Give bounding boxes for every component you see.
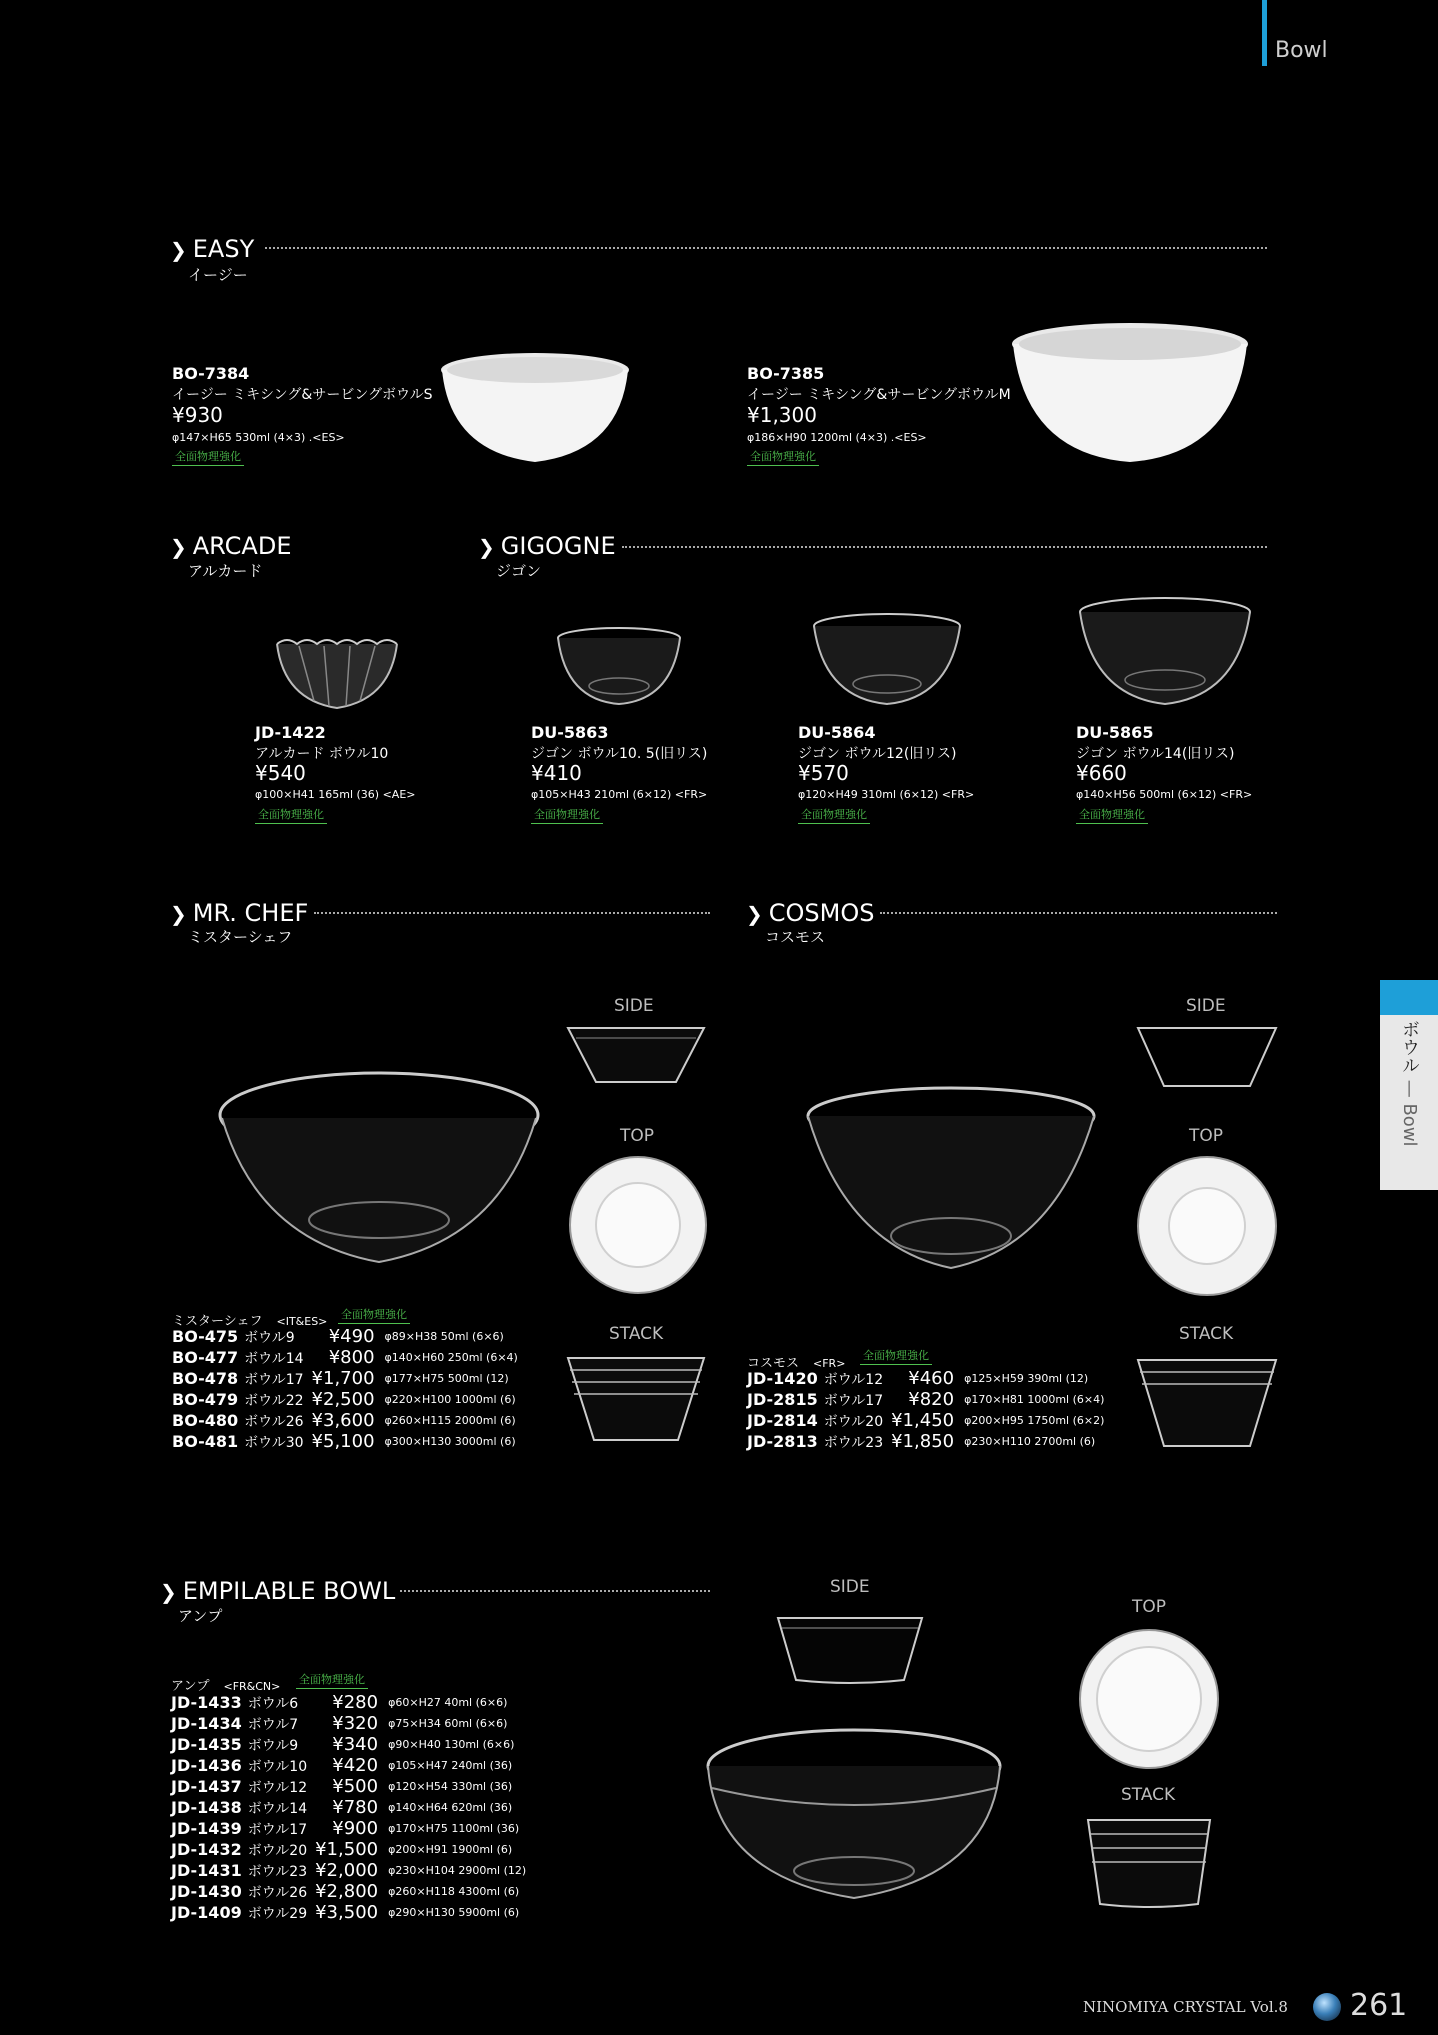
product-spec: φ75×H34 60ml (6×6) (388, 1717, 508, 1730)
view-label-side: SIDE (614, 996, 654, 1016)
section-title-text: MR. CHEF (192, 899, 309, 927)
chevron-right-icon: ❯ (170, 535, 187, 559)
view-label-side: SIDE (830, 1577, 870, 1597)
table-row[interactable] (171, 1755, 532, 1776)
product-price: ¥800 (328, 1347, 375, 1368)
product-code: DU-5863 (531, 723, 609, 742)
product-name: ボウル20 (823, 1413, 884, 1430)
table-row[interactable] (747, 1431, 1110, 1452)
product-code: JD-1439 (171, 1819, 242, 1838)
tempered-badge: 全面物理強化 (798, 806, 870, 824)
mrchef-stack-view-image (566, 1352, 706, 1444)
product-spec: φ186×H90 1200ml (4×3) .<ES> (747, 431, 927, 444)
product-code: JD-1431 (171, 1861, 242, 1880)
product-name: ボウル30 (244, 1434, 304, 1451)
product-name: ジゴン ボウル14(旧リス) (1076, 746, 1235, 762)
product-code: JD-2813 (747, 1432, 818, 1451)
product-code: JD-2815 (747, 1390, 818, 1409)
section-sub-gigogne: ジゴン (496, 562, 542, 580)
product-name: ボウル9 (247, 1737, 299, 1754)
section-title-gigogne (478, 532, 616, 560)
product-spec: φ290×H130 5900ml (6) (388, 1906, 520, 1919)
white-bowl-m-image (1011, 322, 1249, 464)
product-price: ¥1,450 (891, 1410, 955, 1431)
product-code: BO-481 (172, 1432, 239, 1451)
product-price: ¥1,300 (747, 403, 817, 427)
product-spec: φ89×H38 50ml (6×6) (384, 1330, 504, 1343)
product-spec: φ260×H115 2000ml (6) (384, 1414, 516, 1427)
product-code: JD-1437 (171, 1777, 242, 1796)
tempered-badge: 全面物理強化 (747, 448, 819, 466)
header-accent-bar (1262, 0, 1267, 66)
side-tab-jp: ボウル (1399, 1020, 1420, 1074)
product-price: ¥820 (908, 1389, 955, 1410)
gigogne-bowl-12-image (812, 612, 962, 706)
product-name: ボウル17 (244, 1371, 304, 1388)
empilable-bowl-image (706, 1726, 1002, 1902)
product-spec: φ220×H100 1000ml (6) (384, 1393, 516, 1406)
chevron-right-icon: ❯ (170, 902, 187, 926)
cosmos-stack-view-image (1136, 1356, 1278, 1450)
view-label-top: TOP (1132, 1597, 1167, 1617)
section-title-easy (170, 235, 254, 263)
group-origin: <FR&CN> (223, 1680, 281, 1693)
table-row[interactable] (172, 1410, 524, 1431)
product-price: ¥930 (172, 403, 223, 427)
side-tab-accent (1380, 980, 1438, 1015)
empilable-side-view-image (776, 1614, 924, 1686)
product-name: イージー ミキシング&サービングボウルS (172, 387, 433, 403)
table-row[interactable] (172, 1347, 524, 1368)
table-row[interactable] (171, 1860, 532, 1881)
tempered-badge: 全面物理強化 (860, 1347, 932, 1365)
product-price: ¥500 (332, 1776, 379, 1797)
product-price: ¥900 (332, 1818, 379, 1839)
product-name: ボウル10 (247, 1758, 308, 1775)
mrchef-top-view-image (568, 1155, 708, 1295)
product-code: JD-1420 (747, 1369, 818, 1388)
view-label-top: TOP (620, 1126, 655, 1146)
product-code: JD-1434 (171, 1714, 242, 1733)
tempered-badge: 全面物理強化 (338, 1306, 410, 1324)
product-price: ¥2,500 (311, 1389, 375, 1410)
product-price: ¥490 (328, 1326, 375, 1347)
product-spec: φ140×H64 620ml (36) (388, 1801, 513, 1814)
product-name: ボウル14 (244, 1350, 304, 1367)
group-origin: <FR> (813, 1357, 846, 1370)
section-divider (400, 1590, 710, 1592)
white-bowl-s-image (440, 352, 630, 464)
table-row[interactable] (171, 1839, 532, 1860)
product-spec: φ230×H104 2900ml (12) (388, 1864, 527, 1877)
product-spec: φ90×H40 130ml (6×6) (388, 1738, 515, 1751)
product-price: ¥3,500 (315, 1902, 379, 1923)
product-code: BO-479 (172, 1390, 239, 1409)
cosmos-side-view-image (1136, 1024, 1278, 1090)
table-row[interactable] (172, 1389, 524, 1410)
tempered-badge: 全面物理強化 (531, 806, 603, 824)
product-spec: φ120×H49 310ml (6×12) <FR> (798, 788, 975, 801)
section-sub-arcade: アルカード (188, 562, 263, 580)
table-row[interactable] (171, 1881, 532, 1902)
product-name: ボウル23 (247, 1863, 308, 1880)
table-row[interactable] (171, 1734, 532, 1755)
group-name: アンプ (171, 1679, 210, 1694)
product-name: ボウル29 (247, 1905, 308, 1922)
product-name: ボウル26 (247, 1884, 308, 1901)
view-label-stack: STACK (1121, 1785, 1176, 1805)
product-spec: φ105×H47 240ml (36) (388, 1759, 513, 1772)
product-price: ¥460 (908, 1368, 955, 1389)
product-spec: φ60×H27 40ml (6×6) (388, 1696, 508, 1709)
cosmos-top-view-image (1136, 1155, 1278, 1297)
product-spec: φ300×H130 3000ml (6) (384, 1435, 516, 1448)
product-name: ボウル20 (247, 1842, 308, 1859)
empilable-top-view-image (1078, 1628, 1220, 1770)
product-code: DU-5864 (798, 723, 876, 742)
product-price: ¥5,100 (311, 1431, 375, 1452)
price-table-mrchef (172, 1326, 524, 1452)
chevron-right-icon: ❯ (170, 238, 187, 262)
product-code: JD-1436 (171, 1756, 242, 1775)
view-label-top: TOP (1189, 1126, 1224, 1146)
section-sub-cosmos: コスモス (765, 928, 826, 946)
section-title-text: EASY (192, 235, 255, 263)
product-name: ボウル6 (247, 1695, 299, 1712)
product-code: JD-1432 (171, 1840, 242, 1859)
table-row[interactable] (172, 1431, 524, 1452)
product-price: ¥780 (332, 1797, 379, 1818)
table-row[interactable] (747, 1368, 1110, 1389)
table-row[interactable] (171, 1776, 532, 1797)
product-spec: φ140×H56 500ml (6×12) <FR> (1076, 788, 1253, 801)
product-code: JD-1422 (255, 723, 326, 742)
product-spec: φ230×H110 2700ml (6) (964, 1435, 1096, 1448)
product-spec: φ147×H65 530ml (4×3) .<ES> (172, 431, 345, 444)
side-tab-en: Bowl (1399, 1103, 1420, 1147)
section-divider (265, 247, 1267, 249)
product-code: BO-7385 (747, 364, 825, 383)
section-title-text: ARCADE (192, 532, 292, 560)
section-title-text: COSMOS (768, 899, 875, 927)
product-name: イージー ミキシング&サービングボウルM (747, 387, 1011, 403)
table-row[interactable] (172, 1326, 524, 1347)
product-spec: φ105×H43 210ml (6×12) <FR> (531, 788, 708, 801)
group-name: ミスターシェフ (172, 1314, 263, 1329)
section-title-mrchef (170, 899, 308, 927)
globe-icon (1313, 1993, 1341, 2021)
product-name: ボウル14 (247, 1800, 308, 1817)
product-price: ¥1,500 (315, 1839, 379, 1860)
product-name: ボウル9 (244, 1329, 295, 1346)
footer-brand: NINOMIYA CRYSTAL Vol.8 (1083, 1998, 1288, 2016)
product-price: ¥1,850 (891, 1431, 955, 1452)
product-name: ボウル22 (244, 1392, 304, 1409)
product-code: JD-1409 (171, 1903, 242, 1922)
product-spec: φ260×H118 4300ml (6) (388, 1885, 520, 1898)
arcade-bowl-image (274, 636, 400, 710)
product-spec: φ140×H60 250ml (6×4) (384, 1351, 518, 1364)
mrchef-side-view-image (566, 1024, 706, 1088)
section-title-text: GIGOGNE (500, 532, 616, 560)
product-price: ¥1,700 (311, 1368, 375, 1389)
mrchef-bowl-image (218, 1070, 540, 1266)
group-name: コスモス (747, 1356, 800, 1371)
empilable-stack-view-image (1086, 1816, 1212, 1910)
product-spec: φ200×H95 1750ml (6×2) (964, 1414, 1105, 1427)
product-code: BO-7384 (172, 364, 250, 383)
section-divider (622, 546, 1267, 548)
product-price: ¥2,000 (315, 1860, 379, 1881)
product-price: ¥420 (332, 1755, 379, 1776)
product-spec: φ170×H75 1100ml (36) (388, 1822, 520, 1835)
product-name: ボウル17 (247, 1821, 308, 1838)
product-price: ¥570 (798, 761, 849, 785)
product-price: ¥410 (531, 761, 582, 785)
tempered-badge: 全面物理強化 (172, 448, 244, 466)
chevron-right-icon: ❯ (746, 902, 763, 926)
product-name: ボウル7 (247, 1716, 299, 1733)
product-name: ボウル17 (823, 1392, 884, 1409)
chevron-right-icon: ❯ (160, 1580, 177, 1604)
product-name: ジゴン ボウル10. 5(旧リス) (531, 746, 708, 762)
table-row[interactable] (171, 1818, 532, 1839)
table-row[interactable] (172, 1368, 524, 1389)
product-price: ¥3,600 (311, 1410, 375, 1431)
product-code: JD-1430 (171, 1882, 242, 1901)
gigogne-bowl-14-image (1078, 596, 1252, 706)
chevron-right-icon: ❯ (478, 535, 495, 559)
product-code: BO-477 (172, 1348, 239, 1367)
tempered-badge: 全面物理強化 (1076, 806, 1148, 824)
product-name: ボウル12 (823, 1371, 884, 1388)
product-code: BO-480 (172, 1411, 239, 1430)
product-spec: φ100×H41 165ml (36) <AE> (255, 788, 416, 801)
section-sub-mrchef: ミスターシェフ (188, 928, 293, 946)
product-price: ¥340 (332, 1734, 379, 1755)
table-row[interactable] (747, 1389, 1110, 1410)
product-code: JD-1438 (171, 1798, 242, 1817)
product-spec: φ177×H75 500ml (12) (384, 1372, 509, 1385)
table-row[interactable] (171, 1692, 532, 1713)
section-title-empilable (160, 1577, 395, 1605)
tempered-badge: 全面物理強化 (255, 806, 327, 824)
product-name: ボウル26 (244, 1413, 304, 1430)
product-spec: φ120×H54 330ml (36) (388, 1780, 513, 1793)
gigogne-bowl-10-image (556, 626, 682, 706)
product-name: アルカード ボウル10 (255, 746, 389, 762)
product-spec: φ170×H81 1000ml (6×4) (964, 1393, 1105, 1406)
product-price: ¥280 (332, 1692, 379, 1713)
cosmos-bowl-image (806, 1086, 1096, 1272)
section-sub-empilable: アンプ (178, 1607, 223, 1625)
product-code: JD-1435 (171, 1735, 242, 1754)
product-code: JD-1433 (171, 1693, 242, 1712)
table-row[interactable] (747, 1410, 1110, 1431)
side-index-tab[interactable] (1380, 980, 1438, 1190)
header-label: Bowl (1275, 38, 1328, 63)
price-table-cosmos (747, 1368, 1110, 1452)
product-code: BO-478 (172, 1369, 239, 1388)
product-spec: φ200×H91 1900ml (6) (388, 1843, 513, 1856)
view-label-stack: STACK (1179, 1324, 1234, 1344)
product-spec: φ125×H59 390ml (12) (964, 1372, 1089, 1385)
view-label-side: SIDE (1186, 996, 1226, 1016)
view-label-stack: STACK (609, 1324, 664, 1344)
table-row[interactable] (171, 1797, 532, 1818)
section-title-text: EMPILABLE BOWL (182, 1577, 396, 1605)
product-price: ¥540 (255, 761, 306, 785)
price-table-empilable (171, 1692, 532, 1923)
side-tab-sep: — (1399, 1074, 1420, 1104)
product-price: ¥2,800 (315, 1881, 379, 1902)
table-row[interactable] (171, 1902, 532, 1923)
product-name: ボウル23 (823, 1434, 884, 1451)
group-origin: <IT&ES> (276, 1315, 328, 1328)
section-title-arcade (170, 532, 291, 560)
table-row[interactable] (171, 1713, 532, 1734)
side-tab-label (1396, 1020, 1422, 1147)
product-code: BO-475 (172, 1327, 239, 1346)
section-title-cosmos (746, 899, 874, 927)
section-divider (880, 912, 1277, 914)
page-number: 261 (1350, 1988, 1408, 2023)
section-sub-easy: イージー (188, 266, 248, 284)
product-name: ジゴン ボウル12(旧リス) (798, 746, 957, 762)
product-price: ¥660 (1076, 761, 1127, 785)
product-name: ボウル12 (247, 1779, 308, 1796)
product-code: DU-5865 (1076, 723, 1154, 742)
section-divider (314, 912, 710, 914)
product-code: JD-2814 (747, 1411, 818, 1430)
tempered-badge: 全面物理強化 (296, 1671, 368, 1689)
product-price: ¥320 (332, 1713, 379, 1734)
